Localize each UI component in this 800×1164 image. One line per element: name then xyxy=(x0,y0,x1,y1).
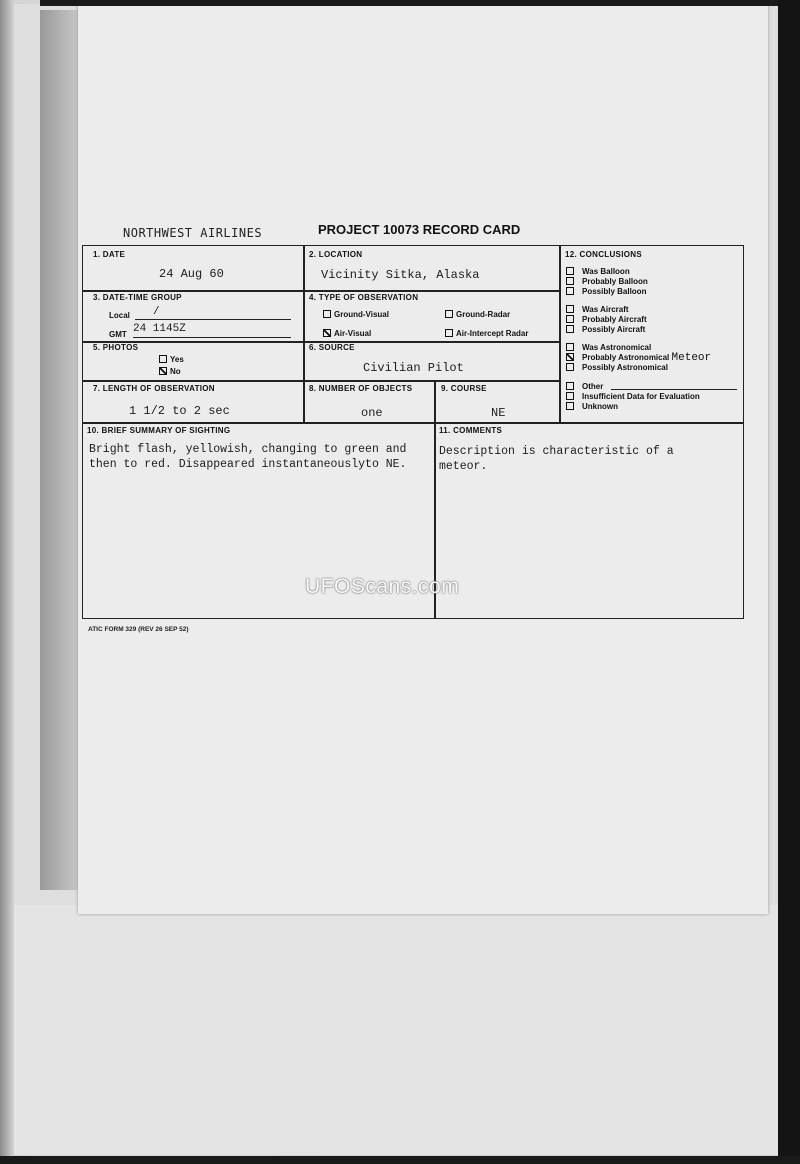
checkbox-probably-balloon xyxy=(566,277,574,285)
gmt-value: 24 1145Z xyxy=(133,323,186,335)
comments-text xyxy=(439,444,674,474)
checkbox-other xyxy=(566,382,574,390)
source-label: 6. SOURCE xyxy=(309,343,355,352)
conclusion-probably-aircraft: Probably Aircraft xyxy=(566,315,647,324)
divider-h4 xyxy=(83,422,743,424)
checkbox-unknown xyxy=(566,402,574,410)
length-label: 7. LENGTH OF OBSERVATION xyxy=(93,384,215,393)
option-ground-radar: Ground-Radar xyxy=(445,310,510,319)
checkbox-was-astronomical xyxy=(566,343,574,351)
photos-label: 5. PHOTOS xyxy=(93,343,139,352)
checkbox-probably-astronomical xyxy=(566,353,574,361)
local-label: Local xyxy=(109,311,130,320)
checkbox-possibly-balloon xyxy=(566,287,574,295)
conclusion-insufficient-data: Insufficient Data for Evaluation xyxy=(566,392,700,401)
paper-shadow xyxy=(40,10,80,890)
checkbox-was-aircraft xyxy=(566,305,574,313)
watermark: UFOScans.com xyxy=(305,575,460,598)
option-ground-visual: Ground-Visual xyxy=(323,310,389,319)
option-air-intercept-radar: Air-Intercept Radar xyxy=(445,329,528,338)
checkbox-ground-visual xyxy=(323,310,331,318)
scan-edge-top xyxy=(40,0,790,6)
number-of-objects-value: one xyxy=(361,406,383,420)
gmt-underline xyxy=(133,337,291,338)
divider-h3 xyxy=(83,380,559,382)
checkbox-was-balloon xyxy=(566,267,574,275)
checkbox-probably-aircraft xyxy=(566,315,574,323)
checkbox-photos-no xyxy=(159,367,167,375)
conclusion-annotation: Meteor xyxy=(671,352,712,364)
number-of-objects-label: 8. NUMBER OF OBJECTS xyxy=(309,384,413,393)
type-of-observation-label: 4. TYPE OF OBSERVATION xyxy=(309,293,419,302)
scan-edge-bottom xyxy=(0,1156,800,1164)
conclusion-probably-astronomical: Probably Astronomical Meteor xyxy=(566,353,711,363)
conclusion-was-astronomical: Was Astronomical xyxy=(566,343,651,352)
photos-yes: Yes xyxy=(159,355,184,364)
scan-edge-right xyxy=(778,0,800,1164)
lower-sheet xyxy=(14,905,780,1155)
conclusion-unknown: Unknown xyxy=(566,402,618,411)
form-footer: ATIC FORM 329 (REV 26 SEP 52) xyxy=(88,626,189,633)
photos-no: No xyxy=(159,367,181,376)
brief-summary-label: 10. BRIEF SUMMARY OF SIGHTING xyxy=(87,426,231,435)
checkbox-possibly-aircraft xyxy=(566,325,574,333)
checkbox-air-intercept-radar xyxy=(445,329,453,337)
brief-summary-text xyxy=(89,442,406,472)
conclusion-other: Other xyxy=(566,382,603,391)
card-title: PROJECT 10073 RECORD CARD xyxy=(318,222,521,237)
date-value: 24 Aug 60 xyxy=(159,267,224,281)
conclusion-probably-balloon: Probably Balloon xyxy=(566,277,648,286)
organization-name: NORTHWEST AIRLINES xyxy=(123,226,263,240)
conclusion-was-aircraft: Was Aircraft xyxy=(566,305,629,314)
divider-h1 xyxy=(83,290,559,292)
course-value: NE xyxy=(491,406,506,420)
gmt-label: GMT xyxy=(109,330,127,339)
conclusion-possibly-astronomical: Possibly Astronomical xyxy=(566,363,668,372)
brief-summary-line: Bright flash, yellowish, changing to green and xyxy=(89,443,407,456)
date-time-group-label: 3. DATE-TIME GROUP xyxy=(93,293,182,302)
conclusion-possibly-aircraft: Possibly Aircraft xyxy=(566,325,645,334)
course-label: 9. COURSE xyxy=(441,384,487,393)
conclusion-possibly-balloon: Possibly Balloon xyxy=(566,287,646,296)
checkbox-ground-radar xyxy=(445,310,453,318)
divider-v-conclusions xyxy=(559,246,561,422)
length-value: 1 1/2 to 2 sec xyxy=(129,404,230,418)
checkbox-photos-yes xyxy=(159,355,167,363)
local-value: / xyxy=(153,306,160,318)
checkbox-air-visual xyxy=(323,329,331,337)
checkbox-insufficient-data xyxy=(566,392,574,400)
comments-line: Description is characteristic of a xyxy=(439,445,674,458)
checkbox-possibly-astronomical xyxy=(566,363,574,371)
record-card-form xyxy=(82,245,744,619)
local-underline xyxy=(135,319,291,320)
comments-label: 11. COMMENTS xyxy=(439,426,503,435)
date-label: 1. DATE xyxy=(93,250,126,259)
conclusion-was-balloon: Was Balloon xyxy=(566,267,630,276)
brief-summary-line: then to red. Disappeared instantaneouslyto NE. xyxy=(89,458,407,471)
other-underline xyxy=(611,389,737,390)
divider-v1 xyxy=(303,246,305,422)
location-value: Vicinity Sitka, Alaska xyxy=(321,268,480,282)
conclusions-label: 12. CONCLUSIONS xyxy=(565,250,642,259)
location-label: 2. LOCATION xyxy=(309,250,363,259)
source-value: Civilian Pilot xyxy=(363,361,464,375)
option-air-visual: Air-Visual xyxy=(323,329,371,338)
comments-line: meteor. xyxy=(439,460,488,473)
